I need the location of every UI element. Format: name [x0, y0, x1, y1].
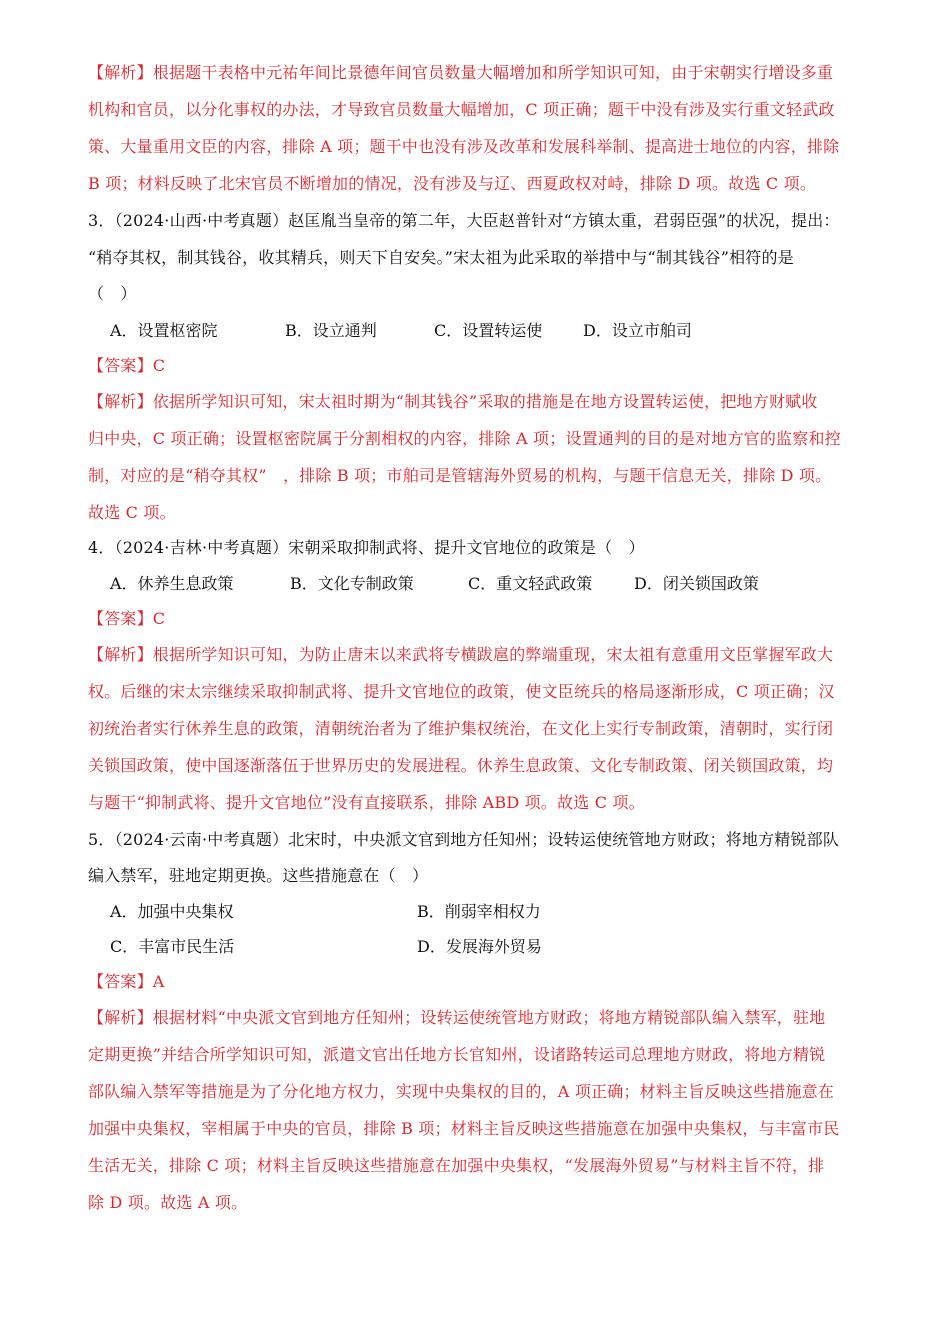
- question-3-option-a: A．设置枢密院: [110, 321, 218, 340]
- question-4-option-a: A．休养生息政策: [110, 574, 234, 593]
- question-5-option-b: B．削弱宰相权力: [417, 902, 541, 921]
- question-4-stem: 4．（2024·吉林·中考真题）宋朝采取抑制武将、提升文官地位的政策是（ ）: [88, 538, 645, 557]
- question-3-analysis: 归中央，C 项正确；设置枢密院属于分割相权的内容，排除 A 项；设置通判的目的是对地方官的监察和控: [88, 429, 841, 448]
- question-3-stem: “稍夺其权，制其钱谷，收其精兵，则天下自安矣。”宋太祖为此采取的举措中与“制其钱谷”相符的是: [88, 248, 794, 267]
- question-4-answer: 【答案】C: [88, 609, 166, 628]
- question-5-analysis: 除 D 项。故选 A 项。: [88, 1193, 248, 1212]
- question-5-analysis: 部队编入禁军等措施是为了分化地方权力，实现中央集权的目的，A 项正确；材料主旨反映这些措施意在: [88, 1082, 835, 1101]
- question-3-analysis: 【解析】依据所学知识可知，宋太祖时期为“制其钱谷”采取的措施是在地方设置转运使，把地方财赋收: [88, 392, 818, 411]
- question-5-stem: 编入禁军，驻地定期更换。这些措施意在（ ）: [88, 866, 429, 885]
- question-3-stem: 3．（2024·山西·中考真题）赵匡胤当皇帝的第二年，大臣赵普针对“方镇太重，君弱臣强”的状况，提出：: [88, 211, 840, 230]
- question-4-option-b: B．文化专制政策: [290, 574, 414, 593]
- question-3-answer: 【答案】C: [88, 356, 166, 375]
- question-4-analysis: 【解析】根据所学知识可知，为防止唐末以来武将专横跋扈的弊端重现，宋太祖有意重用文臣掌握军政大: [88, 645, 834, 664]
- analysis-line: B 项；材料反映了北宋官员不断增加的情况，没有涉及与辽、西夏政权对峙，排除 D 项。故选 C 项。: [88, 174, 817, 193]
- question-4-analysis: 与题干“抑制武将、提升文官地位”没有直接联系，排除 ABD 项。故选 C 项。: [88, 793, 645, 812]
- question-5-option-a: A．加强中央集权: [110, 902, 234, 921]
- question-4-option-c: C．重文轻武政策: [468, 574, 593, 593]
- question-5-option-c: C．丰富市民生活: [110, 937, 235, 956]
- analysis-line: 策、大量重用文臣的内容，排除 A 项；题干中也没有涉及改革和发展科举制、提高进士地位的内容，排除: [88, 137, 840, 156]
- question-3-analysis: 故选 C 项。: [88, 503, 176, 522]
- question-4-analysis: 关锁国政策，使中国逐渐落伍于世界历史的发展进程。休养生息政策、文化专制政策、闭关锁国政策，均: [88, 756, 834, 775]
- question-5-analysis: 加强中央集权，宰相属于中央的官员，排除 B 项；材料主旨反映这些措施意在加强中央集权，与丰富市民: [88, 1119, 840, 1138]
- question-3-option-d: D．设立市舶司: [583, 321, 692, 340]
- question-5-stem: 5．（2024·云南·中考真题）北宋时，中央派文官到地方任知州；设转运使统管地方财政；将地方精锐部队: [88, 830, 840, 849]
- question-3-analysis: 制，对应的是“稍夺其权” ，排除 B 项；市舶司是管辖海外贸易的机构，与题干信息无关，排除 D 项。: [88, 466, 832, 485]
- question-5-option-d: D．发展海外贸易: [417, 937, 542, 956]
- question-5-analysis: 【解析】根据材料“中央派文官到地方任知州；设转运使统管地方财政；将地方精锐部队编入禁军，驻地: [88, 1008, 826, 1027]
- question-5-answer: 【答案】A: [88, 972, 165, 991]
- question-5-analysis: 定期更换”并结合所学知识可知，派遣文官出任地方长官知州，设诸路转运司总理地方财政，将地方精锐: [88, 1045, 826, 1064]
- question-3-option-c: C．设置转运使: [434, 321, 543, 340]
- analysis-line: 机构和官员，以分化事权的办法，才导致官员数量大幅增加，C 项正确；题干中没有涉及实行重文轻武政: [88, 100, 835, 119]
- question-3-option-b: B．设立通判: [285, 321, 377, 340]
- question-4-option-d: D．闭关锁国政策: [634, 574, 759, 593]
- question-5-analysis: 生活无关，排除 C 项；材料主旨反映这些措施意在加强中央集权，“发展海外贸易”与材料主旨不符，排: [88, 1156, 825, 1175]
- question-4-analysis: 初统治者实行休养生息的政策，清朝统治者为了维护集权统治，在文化上实行专制政策，清朝时，实行闭: [88, 719, 834, 738]
- question-4-analysis: 权。后继的宋太宗继续采取抑制武将、提升文官地位的政策，使文臣统兵的格局逐渐形成，C 项正确；汉: [88, 682, 835, 701]
- question-3-stem: （ ）: [88, 284, 137, 303]
- analysis-line: 【解析】根据题干表格中元祐年间比景德年间官员数量大幅增加和所学知识可知，由于宋朝实行增设多重: [88, 63, 834, 82]
